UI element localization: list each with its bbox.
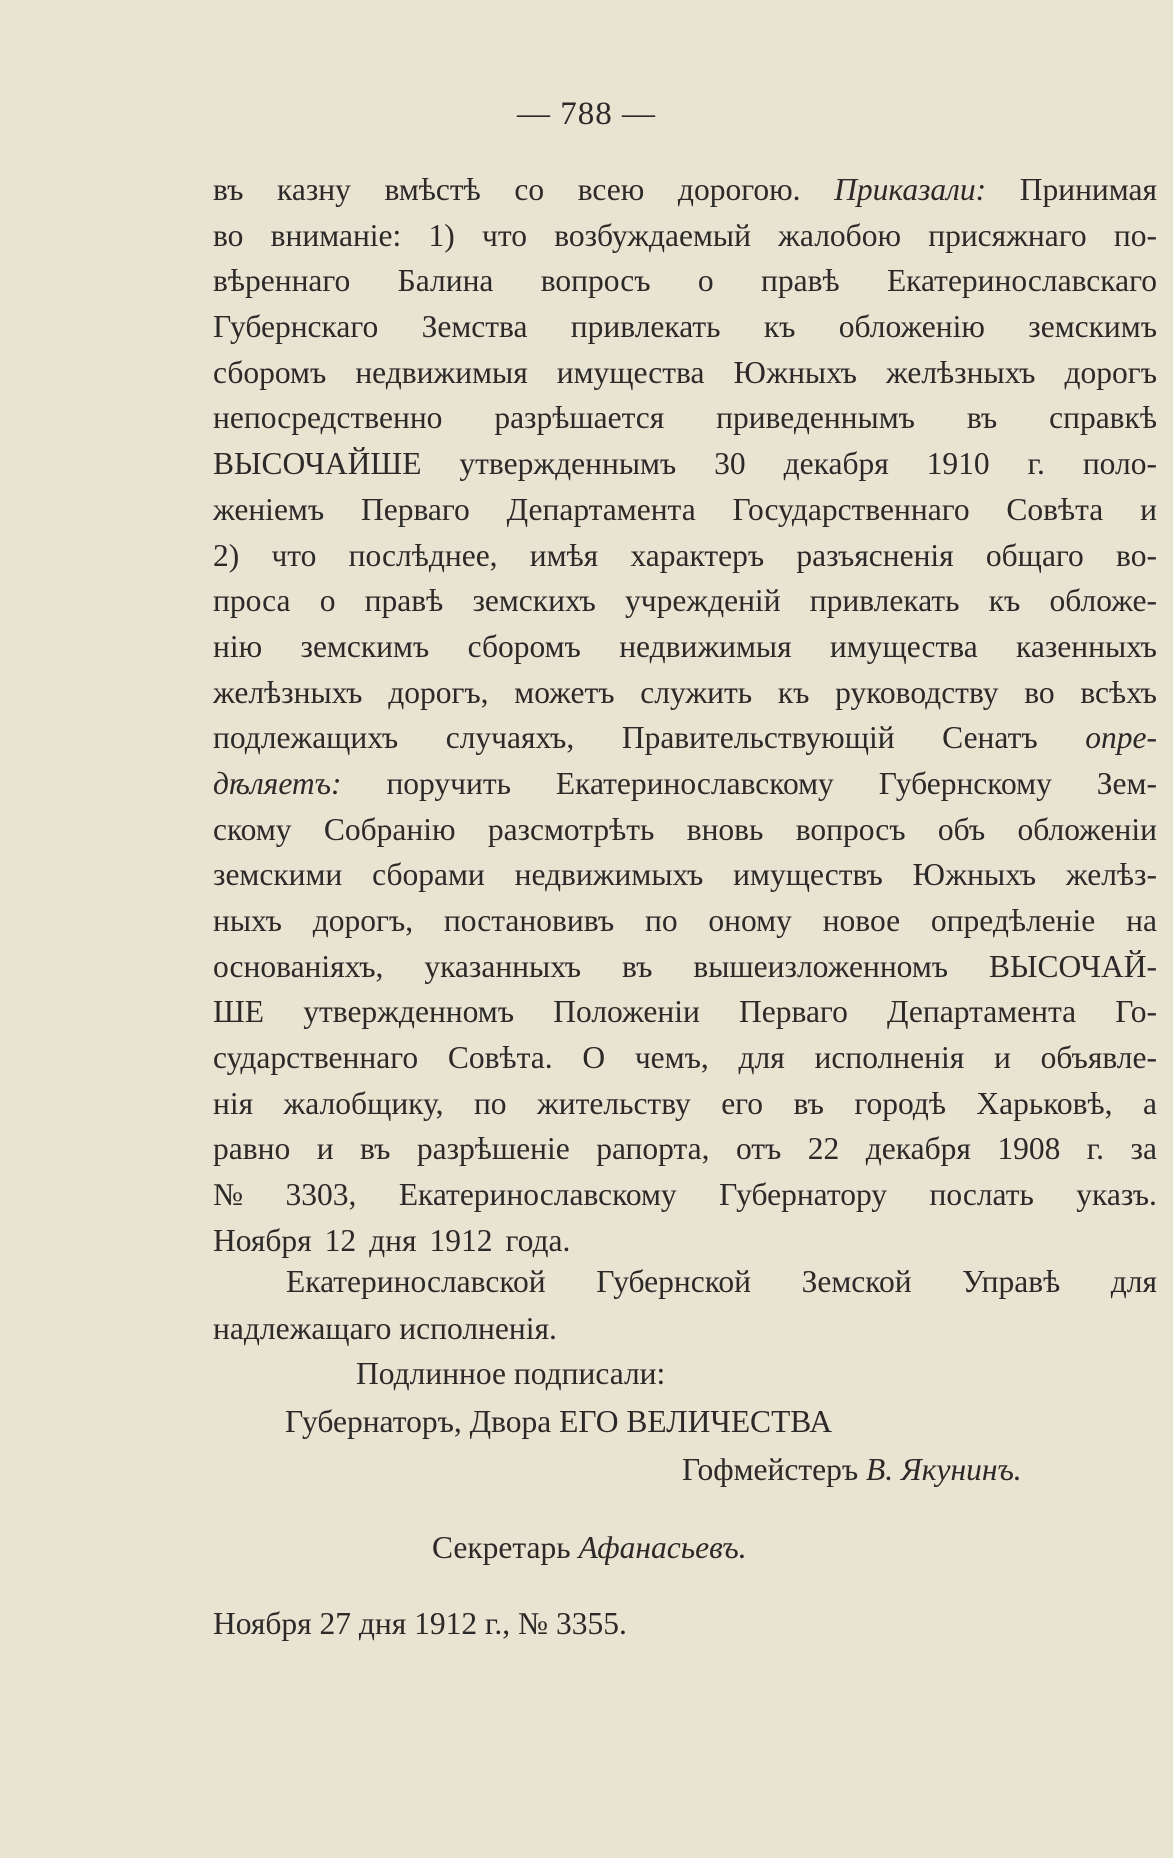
word: рапорта, bbox=[596, 1131, 710, 1167]
word: Губернской bbox=[596, 1264, 752, 1299]
word: дня bbox=[369, 1222, 417, 1258]
text-line bbox=[213, 304, 1157, 350]
closing-line bbox=[213, 1258, 1157, 1305]
word: о bbox=[697, 263, 714, 299]
text-line bbox=[213, 533, 1157, 579]
word: разрѣшается bbox=[494, 400, 665, 436]
word: Земства bbox=[421, 309, 528, 345]
word: Балина bbox=[397, 263, 494, 299]
word: г. bbox=[1027, 446, 1045, 482]
word: дѣляетъ: bbox=[213, 765, 342, 801]
word: во bbox=[1024, 674, 1055, 710]
word: послѣднее, bbox=[348, 537, 498, 573]
word: Управѣ bbox=[962, 1264, 1061, 1299]
word: скому bbox=[213, 811, 292, 847]
text-line bbox=[213, 761, 1157, 807]
word: Губернатору bbox=[719, 1177, 888, 1213]
word: и bbox=[316, 1131, 334, 1167]
word: имуществъ bbox=[733, 857, 883, 893]
word: желѣзныхъ bbox=[213, 674, 363, 710]
word: въ bbox=[966, 400, 998, 436]
word: по bbox=[644, 903, 678, 938]
word: 12 bbox=[324, 1222, 357, 1258]
word: для bbox=[738, 1040, 785, 1076]
text-line bbox=[213, 395, 1157, 441]
word: дорогою. bbox=[677, 172, 801, 207]
word: случаяхъ, bbox=[445, 720, 575, 756]
word: 22 bbox=[807, 1131, 840, 1167]
word: что bbox=[271, 537, 317, 573]
text-line bbox=[213, 852, 1157, 898]
word: возбуждаемый bbox=[554, 217, 751, 253]
word: чемъ, bbox=[634, 1040, 709, 1076]
word: Ноября bbox=[213, 1222, 312, 1258]
word: равно bbox=[213, 1131, 291, 1167]
text-line bbox=[213, 487, 1157, 533]
word: вышеизложенномъ bbox=[693, 948, 949, 984]
word: служить bbox=[640, 674, 753, 710]
word: Екатеринославскому bbox=[398, 1177, 677, 1213]
word: послать bbox=[929, 1177, 1034, 1213]
word: Харьковѣ, bbox=[976, 1085, 1113, 1121]
word: къ bbox=[988, 583, 1021, 619]
word: указанныхъ bbox=[424, 948, 582, 984]
word: казну bbox=[277, 172, 351, 207]
word: разсмотрѣть bbox=[487, 811, 655, 847]
word: вниманіе: bbox=[270, 217, 402, 253]
word: опре- bbox=[1085, 720, 1157, 756]
word: къ bbox=[763, 309, 796, 345]
word: дорогъ bbox=[1064, 354, 1157, 390]
word: обложенію bbox=[838, 309, 985, 345]
word: объявле- bbox=[1040, 1040, 1157, 1076]
word: можетъ bbox=[514, 674, 615, 710]
word: г. bbox=[1086, 1131, 1105, 1167]
word: Екатеринославской bbox=[286, 1264, 546, 1299]
word: дорогъ, bbox=[388, 674, 489, 710]
word: Правительствующій bbox=[621, 720, 895, 756]
text-line bbox=[213, 578, 1157, 624]
word: 2) bbox=[213, 537, 240, 573]
word: № bbox=[213, 1177, 244, 1213]
word: Государственнаго bbox=[732, 491, 970, 527]
word: земскимъ bbox=[300, 628, 430, 664]
word: на bbox=[1126, 903, 1157, 938]
word: правѣ bbox=[761, 263, 840, 299]
word: поручить bbox=[386, 765, 511, 801]
word: ШЕ bbox=[213, 994, 265, 1030]
word: Го- bbox=[1115, 994, 1157, 1030]
word: проса bbox=[213, 583, 291, 619]
text-line bbox=[213, 989, 1157, 1035]
word: Совѣта. bbox=[447, 1040, 553, 1076]
word: новое bbox=[822, 903, 901, 938]
word: Собранію bbox=[323, 811, 456, 847]
word: 1908 bbox=[997, 1131, 1061, 1167]
word: въ bbox=[793, 1085, 824, 1121]
word: городѣ bbox=[854, 1085, 946, 1121]
text-line bbox=[213, 715, 1157, 761]
word: 30 bbox=[714, 446, 746, 482]
word: его bbox=[721, 1085, 764, 1121]
text-line bbox=[213, 670, 1157, 716]
signed-by-intro: Подлинное подписали: bbox=[356, 1356, 666, 1391]
word: подлежащихъ bbox=[213, 720, 399, 756]
text-line bbox=[213, 167, 1157, 213]
word: Департамента bbox=[887, 994, 1077, 1030]
word: Губернскаго bbox=[213, 309, 379, 345]
word: Перваго bbox=[739, 994, 848, 1030]
text-line bbox=[213, 1035, 1157, 1081]
word: непосредственно bbox=[213, 400, 443, 436]
word: 1912 bbox=[429, 1222, 493, 1258]
word: всею bbox=[577, 172, 645, 207]
word: приведеннымъ bbox=[716, 400, 915, 436]
word: оному bbox=[708, 903, 792, 938]
word: поло- bbox=[1082, 446, 1157, 482]
governor-title: Губернаторъ, Двора ЕГО ВЕЛИЧЕСТВА bbox=[285, 1404, 833, 1439]
secretary-title: Секретарь bbox=[432, 1530, 571, 1565]
word: желѣзныхъ bbox=[885, 354, 1036, 390]
text-line bbox=[213, 898, 1157, 944]
closing-line: надлежащаго исполненія. bbox=[213, 1311, 557, 1346]
word: Южныхъ bbox=[733, 354, 857, 390]
word: всѣхъ bbox=[1080, 674, 1157, 710]
word: за bbox=[1130, 1131, 1157, 1167]
word: отъ bbox=[735, 1131, 782, 1167]
word: разъясненія bbox=[796, 537, 954, 573]
text-line bbox=[213, 944, 1157, 990]
word: основаніяхъ, bbox=[213, 948, 384, 984]
text-line bbox=[213, 1172, 1157, 1218]
secretary-signature bbox=[432, 1528, 747, 1568]
word: по- bbox=[1113, 217, 1157, 253]
ruling-paragraph bbox=[213, 167, 1157, 1264]
word: привлекать bbox=[809, 583, 960, 619]
closing-paragraph bbox=[213, 1258, 1157, 1352]
secretary-name: Афанасьевъ. bbox=[578, 1530, 747, 1565]
word: вѣреннаго bbox=[213, 263, 351, 299]
word: ВЫСОЧАЙШЕ bbox=[213, 446, 422, 482]
word: сборомъ bbox=[467, 628, 581, 664]
word: Положеніи bbox=[553, 994, 700, 1030]
word: сборами bbox=[372, 857, 485, 893]
word: недвижимыхъ bbox=[514, 857, 704, 893]
hofmeister-signature bbox=[682, 1450, 1022, 1490]
word: указъ. bbox=[1076, 1177, 1157, 1213]
word: объ bbox=[937, 811, 986, 847]
text-line bbox=[213, 258, 1157, 304]
word: по bbox=[473, 1085, 507, 1121]
word: О bbox=[582, 1040, 606, 1076]
word: въ bbox=[622, 948, 653, 984]
word: Губернскому bbox=[878, 765, 1052, 801]
word: Перваго bbox=[360, 491, 470, 527]
word: сборомъ bbox=[213, 354, 327, 390]
word: правѣ bbox=[364, 583, 444, 619]
word: привлекать bbox=[570, 309, 721, 345]
word: жительству bbox=[537, 1085, 691, 1121]
word: декабря bbox=[865, 1131, 971, 1167]
word: Екатеринославскаго bbox=[886, 263, 1157, 299]
word: Департамента bbox=[506, 491, 696, 527]
word: со bbox=[514, 172, 545, 207]
word: земскихъ bbox=[472, 583, 596, 619]
word: ныхъ bbox=[213, 903, 282, 938]
word: казенныхъ bbox=[1016, 628, 1157, 664]
word: Принимая bbox=[1019, 172, 1157, 207]
word: въ bbox=[213, 172, 244, 207]
word: сударственнаго bbox=[213, 1040, 419, 1076]
word: а bbox=[1142, 1085, 1157, 1121]
word: во bbox=[213, 217, 244, 253]
word: къ bbox=[777, 674, 810, 710]
text-line bbox=[213, 1218, 1157, 1264]
word: женіемъ bbox=[213, 491, 325, 527]
word: характеръ bbox=[630, 537, 765, 573]
word: учрежденій bbox=[624, 583, 781, 619]
word: земскимъ bbox=[1028, 309, 1157, 345]
word: Зем- bbox=[1096, 765, 1157, 801]
word: жалобщику, bbox=[283, 1085, 444, 1121]
word: имущества bbox=[829, 628, 978, 664]
word: вновь bbox=[686, 811, 764, 847]
word: опредѣленіе bbox=[930, 903, 1096, 938]
hofmeister-name: В. Якунинъ. bbox=[866, 1452, 1022, 1487]
word: вопросъ bbox=[540, 263, 651, 299]
word: обложе- bbox=[1049, 583, 1157, 619]
word: обложеніи bbox=[1017, 811, 1157, 847]
word: руководству bbox=[835, 674, 999, 710]
word: и bbox=[1140, 491, 1157, 527]
word: и bbox=[993, 1040, 1011, 1076]
word: разрѣшеніе bbox=[416, 1131, 570, 1167]
word: желѣз- bbox=[1065, 857, 1157, 893]
word: декабря bbox=[783, 446, 889, 482]
text-line bbox=[213, 1081, 1157, 1127]
word: утвержденнымъ bbox=[459, 446, 677, 482]
text-line bbox=[213, 1126, 1157, 1172]
footer-date: Ноября 27 дня 1912 г., № 3355. bbox=[213, 1606, 627, 1641]
word: Приказали: bbox=[834, 172, 987, 207]
word: 3303, bbox=[285, 1177, 357, 1213]
word: нію bbox=[213, 628, 263, 664]
word: что bbox=[482, 217, 527, 253]
word: Сенатъ bbox=[942, 720, 1038, 756]
word: о bbox=[319, 583, 336, 619]
word: исполненія bbox=[814, 1040, 965, 1076]
word: общаго bbox=[985, 537, 1084, 573]
word: Южныхъ bbox=[912, 857, 1037, 893]
word: во- bbox=[1116, 537, 1157, 573]
word: недвижимыя bbox=[619, 628, 792, 664]
word: земскими bbox=[213, 857, 343, 893]
word: въ bbox=[360, 1131, 391, 1167]
word: для bbox=[1110, 1264, 1157, 1299]
text-line bbox=[213, 624, 1157, 670]
hofmeister-title: Гофмейстеръ bbox=[682, 1452, 859, 1487]
page-number: — 788 — bbox=[517, 96, 656, 132]
word: постановивъ bbox=[443, 903, 615, 938]
text-line bbox=[213, 213, 1157, 259]
word: имѣя bbox=[529, 537, 599, 573]
word: справкѣ bbox=[1049, 400, 1157, 436]
word: утвержденномъ bbox=[303, 994, 515, 1030]
word: нія bbox=[213, 1085, 254, 1121]
word: Екатеринославскому bbox=[555, 765, 834, 801]
word: жалобою bbox=[778, 217, 901, 253]
word: имущества bbox=[556, 354, 705, 390]
word: недвижимыя bbox=[355, 354, 528, 390]
word: 1) bbox=[428, 217, 455, 253]
word: Совѣта bbox=[1006, 491, 1104, 527]
word: Земской bbox=[801, 1264, 912, 1299]
text-line bbox=[213, 441, 1157, 487]
text-line bbox=[213, 807, 1157, 853]
word: вопросъ bbox=[795, 811, 906, 847]
word: года. bbox=[505, 1222, 571, 1258]
word: вмѣстѣ bbox=[384, 172, 481, 207]
word: 1910 bbox=[926, 446, 990, 482]
word: присяжнаго bbox=[928, 217, 1087, 253]
word: ВЫСОЧАЙ- bbox=[989, 948, 1157, 984]
word: дорогъ, bbox=[312, 903, 414, 938]
text-line bbox=[213, 350, 1157, 396]
